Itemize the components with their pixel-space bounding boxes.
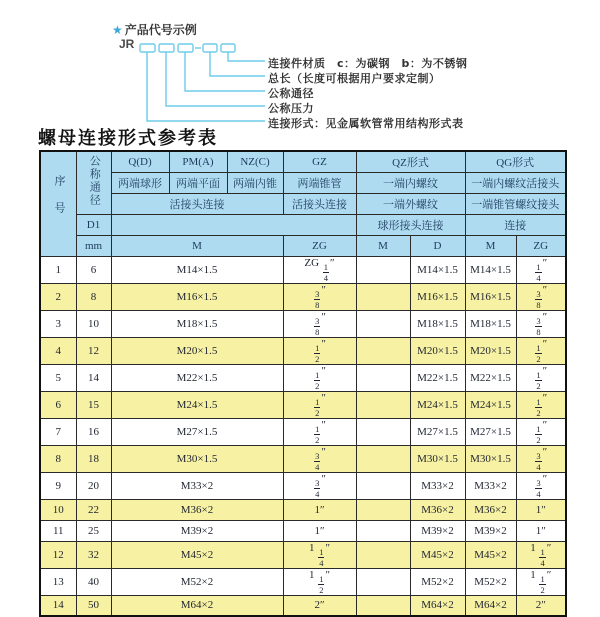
table-cell — [356, 520, 410, 541]
table-cell: M18×1.5 — [465, 310, 516, 337]
table-cell: M20×1.5 — [410, 337, 465, 364]
table-cell: M27×1.5 — [465, 418, 516, 445]
code-box — [140, 44, 155, 52]
table-cell: 1 $\frac{1}{2}$ ″ — [283, 568, 356, 595]
table-row — [40, 310, 566, 337]
table-cell: M30×1.5 — [465, 445, 516, 472]
table-cell: $\frac{3}{4}$ ″ — [516, 472, 566, 499]
table-cell: M27×1.5 — [111, 418, 283, 445]
table-cell: M14×1.5 — [410, 256, 465, 283]
table-cell: 1″ — [516, 520, 566, 541]
table-cell: $\frac{1}{2}$ ″ — [283, 364, 356, 391]
table-row — [40, 568, 566, 595]
table-cell: 4 — [40, 337, 76, 364]
table-cell — [356, 364, 410, 391]
header-unit-m3: M — [465, 235, 516, 256]
table-cell: 2 — [40, 283, 76, 310]
code-box — [159, 44, 174, 52]
header-form-nz: NZ(C) — [227, 151, 283, 172]
header-form-gz: GZ — [283, 151, 356, 172]
code-box — [178, 44, 193, 52]
code-label-diameter: 公称通径 — [268, 87, 314, 100]
table-cell — [356, 310, 410, 337]
table-cell: $\frac{3}{8}$ ″ — [516, 310, 566, 337]
table-row — [40, 364, 566, 391]
header-unit-m1: M — [111, 235, 283, 256]
table-cell — [356, 499, 410, 520]
code-label-length: 总长（长度可根据用户要求定制） — [268, 72, 441, 85]
table-cell — [356, 337, 410, 364]
table-cell: M33×2 — [111, 472, 283, 499]
table-cell: M64×2 — [465, 595, 516, 616]
code-box — [221, 44, 235, 52]
table-cell: $\frac{1}{2}$ ″ — [516, 337, 566, 364]
leader-line — [166, 52, 265, 106]
table-cell: ZG $\frac{1}{4}$ ″ — [283, 256, 356, 283]
table-cell: 1 — [40, 256, 76, 283]
table-cell: M52×2 — [410, 568, 465, 595]
table-row — [40, 256, 566, 283]
table-row — [40, 418, 566, 445]
table-cell: 50 — [76, 595, 111, 616]
code-prefix: JR — [119, 37, 135, 51]
table-cell: 1 $\frac{1}{4}$ ″ — [283, 541, 356, 568]
table-cell: $\frac{1}{2}$ ″ — [516, 391, 566, 418]
table-cell: $\frac{1}{2}$ ″ — [516, 418, 566, 445]
header-blank — [111, 214, 356, 235]
table-row — [40, 445, 566, 472]
table-cell: $\frac{1}{2}$ ″ — [283, 418, 356, 445]
table-cell: M36×2 — [410, 499, 465, 520]
header-form-qd: Q(D) — [111, 151, 169, 172]
table-cell: 8 — [40, 445, 76, 472]
table-cell: M64×2 — [111, 595, 283, 616]
header-form-pm: PM(A) — [169, 151, 227, 172]
table-cell: $\frac{1}{2}$ ″ — [283, 337, 356, 364]
table-row — [40, 595, 566, 616]
table-cell: 6 — [76, 256, 111, 283]
table-cell: $\frac{3}{8}$ ″ — [516, 283, 566, 310]
header-ends-qg: 一端内螺纹活接头 — [465, 172, 566, 193]
header-ends-qz: 一端内螺纹 — [356, 172, 465, 193]
table-row — [40, 520, 566, 541]
table-cell: M45×2 — [465, 541, 516, 568]
table-cell: $\frac{3}{8}$ ″ — [283, 283, 356, 310]
header-unit-zg1: ZG — [283, 235, 356, 256]
table-cell: M22×1.5 — [111, 364, 283, 391]
header-ends-pm: 两端平面 — [169, 172, 227, 193]
table-cell: M16×1.5 — [111, 283, 283, 310]
table-cell: M14×1.5 — [465, 256, 516, 283]
table-cell: 5 — [40, 364, 76, 391]
table-cell: 12 — [76, 337, 111, 364]
header-unit-mm: mm — [76, 235, 111, 256]
table-cell: $\frac{3}{8}$ ″ — [283, 310, 356, 337]
table-cell: 14 — [40, 595, 76, 616]
table-cell: M14×1.5 — [111, 256, 283, 283]
table-cell: M36×2 — [465, 499, 516, 520]
header-conn-qz: 一端外螺纹 — [356, 193, 465, 214]
table-cell: 1 $\frac{1}{4}$ ″ — [516, 541, 566, 568]
code-label-connection: 连接形式：见金属软管常用结构形式表 — [268, 117, 464, 130]
table-cell — [356, 445, 410, 472]
header-conn-gz: 活接头连接 — [283, 193, 356, 214]
table-cell: M52×2 — [111, 568, 283, 595]
table-cell: 7 — [40, 418, 76, 445]
table-cell: $\frac{3}{4}$ ″ — [283, 445, 356, 472]
leader-line — [147, 52, 265, 121]
table-cell: M39×2 — [111, 520, 283, 541]
header-unit-zg2: ZG — [516, 235, 566, 256]
header-ends-nz: 两端内锥 — [227, 172, 283, 193]
table-cell: 18 — [76, 445, 111, 472]
table-cell: 1″ — [283, 520, 356, 541]
leader-line — [185, 52, 265, 91]
table-cell: M33×2 — [465, 472, 516, 499]
header-dn: 公称通径 — [76, 151, 111, 214]
table-cell: 1″ — [516, 499, 566, 520]
header-form-qg: QG形式 — [465, 151, 566, 172]
table-cell: 11 — [40, 520, 76, 541]
table-cell — [356, 541, 410, 568]
table-cell: 10 — [76, 310, 111, 337]
star-icon: ★ — [112, 23, 123, 37]
table-cell: M20×1.5 — [111, 337, 283, 364]
table-row — [40, 283, 566, 310]
table-cell: M18×1.5 — [111, 310, 283, 337]
table-cell: M24×1.5 — [465, 391, 516, 418]
table-cell: M64×2 — [410, 595, 465, 616]
header-form-qz: QZ形式 — [356, 151, 465, 172]
table-cell: M22×1.5 — [465, 364, 516, 391]
header-ends-gz: 两端锥管 — [283, 172, 356, 193]
header-conn2-qz: 球形接头连接 — [356, 214, 465, 235]
table-row — [40, 391, 566, 418]
table-cell: 2″ — [516, 595, 566, 616]
table-row — [40, 472, 566, 499]
table-cell — [356, 568, 410, 595]
table-body — [40, 256, 566, 616]
table-cell — [356, 256, 410, 283]
table-cell: M30×1.5 — [111, 445, 283, 472]
table-cell: M22×1.5 — [410, 364, 465, 391]
table-cell: $\frac{1}{2}$ ″ — [516, 364, 566, 391]
table-cell: M39×2 — [410, 520, 465, 541]
table-cell: 20 — [76, 472, 111, 499]
table-cell: M16×1.5 — [465, 283, 516, 310]
table-cell: 8 — [76, 283, 111, 310]
table-cell: M39×2 — [465, 520, 516, 541]
code-label-material: 连接件材质 c：为碳钢 b：为不锈钢 — [268, 57, 468, 70]
table-cell: 22 — [76, 499, 111, 520]
table-cell: 16 — [76, 418, 111, 445]
table-cell — [356, 418, 410, 445]
table-cell: M27×1.5 — [410, 418, 465, 445]
table-cell: 2″ — [283, 595, 356, 616]
table-cell: 1″ — [283, 499, 356, 520]
diagram-title-text: 产品代号示例 — [124, 23, 197, 37]
table-title: 螺母连接形式参考表 — [38, 128, 218, 149]
table-cell: M33×2 — [410, 472, 465, 499]
table-cell: 40 — [76, 568, 111, 595]
table-cell: 15 — [76, 391, 111, 418]
table-cell: M24×1.5 — [111, 391, 283, 418]
table-cell: M30×1.5 — [410, 445, 465, 472]
table-cell — [356, 472, 410, 499]
table-cell: 1 $\frac{1}{2}$ ″ — [516, 568, 566, 595]
table-cell: M45×2 — [111, 541, 283, 568]
header-unit-m2: M — [356, 235, 410, 256]
leader-line — [210, 52, 265, 76]
table-cell — [356, 391, 410, 418]
table-cell: M52×2 — [465, 568, 516, 595]
leader-line — [228, 52, 265, 61]
table-cell: 10 — [40, 499, 76, 520]
table-cell: 32 — [76, 541, 111, 568]
table-cell: 9 — [40, 472, 76, 499]
header-conn-union: 活接头连接 — [111, 193, 283, 214]
header-conn2-qg: 连接 — [465, 214, 566, 235]
table-cell: M36×2 — [111, 499, 283, 520]
table-cell: 14 — [76, 364, 111, 391]
code-box — [203, 44, 217, 52]
table-cell: $\frac{1}{4}$ ″ — [516, 256, 566, 283]
table-row — [40, 499, 566, 520]
table-row — [40, 541, 566, 568]
table-cell: M24×1.5 — [410, 391, 465, 418]
table-cell: $\frac{3}{4}$ ″ — [516, 445, 566, 472]
table-cell: 13 — [40, 568, 76, 595]
table-cell: M20×1.5 — [465, 337, 516, 364]
table-cell: M18×1.5 — [410, 310, 465, 337]
table-cell — [356, 283, 410, 310]
table-cell: $\frac{3}{4}$ ″ — [283, 472, 356, 499]
table-header — [40, 151, 566, 256]
header-conn-qg: 一端锥管螺纹接头 — [465, 193, 566, 214]
table-cell: $\frac{1}{2}$ ″ — [283, 391, 356, 418]
table-row — [40, 337, 566, 364]
table-cell: 6 — [40, 391, 76, 418]
header-serial: 序号 — [40, 151, 76, 256]
header-ends-qd: 两端球形 — [111, 172, 169, 193]
table-cell — [356, 595, 410, 616]
reference-table — [39, 150, 567, 617]
table-cell: 25 — [76, 520, 111, 541]
table-cell: 3 — [40, 310, 76, 337]
table-cell: M16×1.5 — [410, 283, 465, 310]
code-label-pressure: 公称压力 — [268, 102, 314, 115]
header-unit-d: D — [410, 235, 465, 256]
table-cell: M45×2 — [410, 541, 465, 568]
header-d1: D1 — [76, 214, 111, 235]
table-cell: 12 — [40, 541, 76, 568]
